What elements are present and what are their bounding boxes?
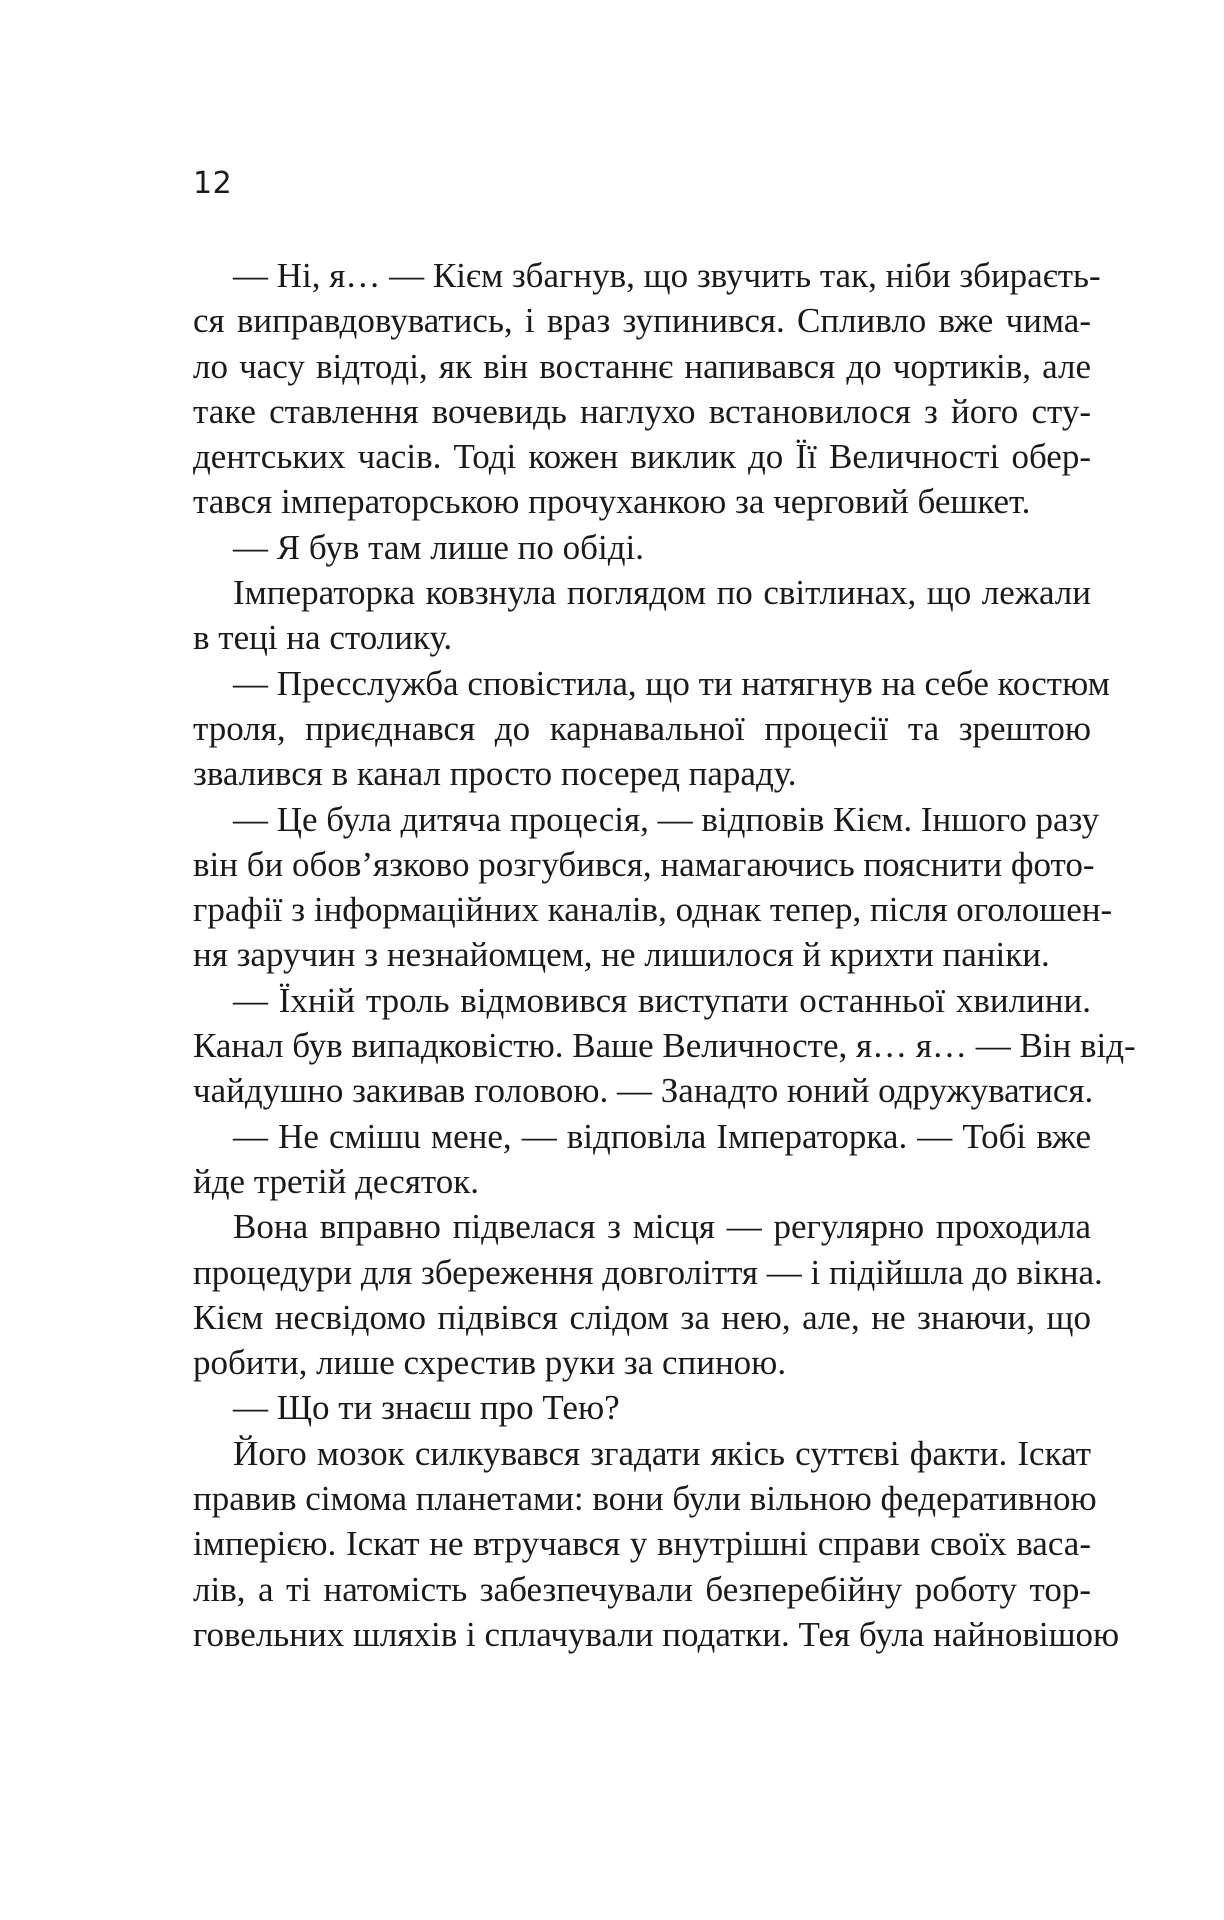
- text-line: тався імператорською прочуханкою за черговий бешкет.: [193, 482, 1031, 522]
- body-text: [193, 253, 1136, 1657]
- text-line: троля, приєднався до карнавальної процесії та зрештою: [193, 708, 1091, 748]
- text-line: робити, лише схрестив руки за спиною.: [193, 1343, 787, 1383]
- text-line: Кієм несвідомо підвівся слідом за нею, але, не знаючи, що: [193, 1297, 1091, 1337]
- text-line: чайдушно закивав головою. — Занадто юний одружуватися.: [193, 1071, 1094, 1111]
- text-line: Канал був випадковістю. Ваше Величносте, я… я… — Він від-: [193, 1026, 1136, 1066]
- text-line: ся виправдовуватись, і враз зупинився. Спливло вже чима-: [193, 301, 1091, 341]
- text-line: ло часу відтоді, як він востаннє напивався до чортиків, але: [193, 346, 1091, 386]
- text-line: — Їхній троль відмовився виступати останньої хвилини.: [233, 980, 1091, 1020]
- text-line: процедури для збереження довголіття — і підійшла до вікна.: [193, 1252, 1103, 1292]
- text-line: йде третій десяток.: [193, 1161, 480, 1201]
- text-line: він би обов’язково розгубився, намагаючись пояснити фото-: [193, 844, 1095, 884]
- text-line: Імператорка ковзнула поглядом по світлинах, що лежали: [233, 573, 1091, 613]
- text-line: таке ставлення вочевидь наглухо встановилося з його сту-: [193, 391, 1091, 431]
- text-line: — Не смішu мене, — відповіла Імператорка. — Тобі вже: [233, 1116, 1091, 1156]
- text-line: імперією. Іскат не втручався у внутрішні справи своїх васа-: [193, 1524, 1091, 1564]
- text-line: лів, а ті натомість забезпечували безперебійну роботу тор-: [193, 1569, 1091, 1609]
- text-line: — Я був там лише по обіді.: [233, 527, 644, 567]
- text-line: звалився в канал просто посеред параду.: [193, 754, 797, 794]
- page-number: 12: [193, 166, 233, 201]
- text-line: правив сімома планетами: вони були вільною федеративною: [193, 1479, 1097, 1519]
- text-line: ня заручин з незнайомцем, не лишилося й крихти паніки.: [193, 935, 1050, 975]
- text-line: в теці на столику.: [193, 618, 453, 658]
- text-line: графії з інформаційних каналів, однак тепер, після оголошен-: [193, 890, 1113, 930]
- text-line: — Що ти знаєш про Тею?: [233, 1388, 620, 1428]
- text-line: Його мозок силкувався згадати якісь суттєві факти. Іскат: [233, 1433, 1091, 1473]
- text-line: говельних шляхів і сплачували податки. Тея була найновішою: [193, 1614, 1120, 1654]
- text-line: — Пресслужба сповістила, що ти натягнув на себе костюм: [233, 663, 1110, 703]
- text-line: Вона вправно підвелася з місця — регулярно проходила: [233, 1207, 1091, 1247]
- text-line: — Це була дитяча процесія, — відповів Кієм. Іншого разу: [233, 799, 1100, 839]
- text-line: дентських часів. Тоді кожен виклик до Її Величності обер-: [193, 437, 1091, 477]
- text-line: — Ні, я… — Кієм збагнув, що звучить так, ніби збираєть-: [233, 256, 1101, 295]
